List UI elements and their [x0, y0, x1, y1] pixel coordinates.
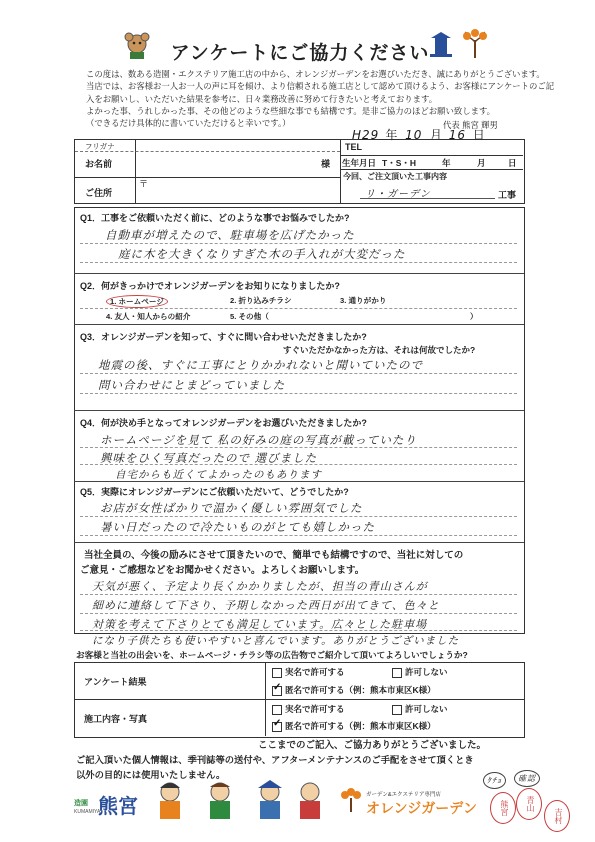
- q2-option-referral[interactable]: 4. 友人・知人からの紹介: [106, 312, 191, 321]
- staff-illustration-icon: [150, 778, 330, 822]
- work-value[interactable]: リ・ガーデン: [365, 189, 431, 200]
- privacy-notice: 以外の目的には使用いたしません。: [76, 770, 226, 780]
- selected-circle: 1. ホームページ: [106, 295, 168, 308]
- checkbox-checked[interactable]: [272, 686, 282, 696]
- q6-answer-line[interactable]: になり子供たちも使いやすいと喜んでいます。ありがとうございました: [92, 635, 460, 647]
- consent-deny-option[interactable]: 許可しない: [392, 703, 448, 715]
- q6-prompt: 当社全員の、今後の励みにさせて頂きたいので、簡単でも結構ですので、当社に対しての: [84, 550, 464, 561]
- kumamiya-brand: 熊宮: [98, 796, 138, 818]
- q6-answer-line[interactable]: 天気が悪く、予定より長くかかりましたが、担当の青山さんが: [92, 580, 428, 593]
- date-month[interactable]: 10: [405, 128, 423, 142]
- q3-answer-line[interactable]: 地震の後、すぐに工事にとりかかれないと聞いていたので: [98, 358, 423, 372]
- date-row: H29 年 10 月 16 日: [352, 128, 485, 142]
- birth-label: 生年月日: [342, 158, 377, 168]
- date-era[interactable]: H29: [352, 128, 380, 142]
- q4-answer-line[interactable]: 自宅からも近くてよかったのもあります: [115, 469, 322, 481]
- q4-question: Q4．何が決め手となってオレンジガーデンをお選びいただきましたか?: [80, 418, 367, 428]
- q1-answer-line[interactable]: 庭に木を大きくなりすぎた木の手入れが大変だった: [118, 247, 406, 261]
- q4-answer-line[interactable]: 興味をひく写真だったので 選びました: [100, 451, 318, 465]
- check-mark: 確認: [514, 770, 540, 787]
- consent-real-name-option[interactable]: 実名で許可する: [272, 703, 345, 715]
- privacy-notice: ご記入頂いた個人情報は、季刊誌等の送付や、アフターメンテナンスのご手配をさせて頂くとき: [76, 755, 474, 765]
- q5-question: Q5．実際にオレンジガーデンにご依頼いただいて、どうでしたか?: [80, 487, 349, 497]
- address-field[interactable]: [137, 180, 337, 200]
- birth-eras[interactable]: T・S・H: [382, 158, 417, 168]
- orange-tree-logo-icon: [340, 788, 362, 814]
- tel-label: TEL: [345, 142, 362, 152]
- checkbox[interactable]: [392, 668, 402, 678]
- kumamiya-small-label: 造園: [74, 800, 88, 807]
- consent-real-name-option[interactable]: 実名で許可する: [272, 666, 345, 678]
- furigana-label: フリガナ: [85, 142, 115, 151]
- q2-option-flyer[interactable]: 2. 折り込みチラシ: [230, 296, 292, 305]
- stamp-seal: 熊宮: [490, 792, 516, 824]
- intro-text: この度は、数ある造園・エクステリア施工店の中から、オレンジガーデンをお選びいただき、誠にありがとうございます。 当店では、お客様お一人お一人の声に耳を傾け、より信頼される施工店として認めて頂けるよう、お客様にアンケートのご記 入をお願いし、いただいた結果を参考に、日々業務改善に努めて行きたいと考えております。 よかった事、うれしかった事、その他どのような些細な事でも結構です。是非ご協力のほどお願い致します。 （できるだけ具体的に書いていただけると幸いです。）: [86, 69, 555, 129]
- name-label: お名前: [85, 159, 113, 169]
- checkbox[interactable]: [272, 705, 282, 715]
- orange-garden-tagline: ガーデン&エクステリア専門店: [366, 792, 441, 798]
- customer-info-table: フリガナ お名前 ご住所 様 〒 TEL 生年月日 T・S・H 年 月 日 今回、ご注文頂いた工事内容 リ・ガーデン 工事: [74, 139, 525, 204]
- closing-thanks: ここまでのご記入、ご協力ありがとうございました。: [258, 740, 487, 751]
- address-label: ご住所: [85, 188, 113, 198]
- q3-question: Q3．オレンジガーデンを知って、すぐに問い合わせいただきましたか?: [80, 332, 367, 342]
- furigana-field[interactable]: [137, 141, 337, 150]
- q6-prompt: ご意見・ご感想などをお聞かせください。よろしくお願いします。: [80, 565, 365, 576]
- consent-row-label: アンケート結果: [84, 677, 147, 687]
- q3-subquestion: すぐいただかなかった方は、それは何故でしたか?: [283, 345, 476, 355]
- date-day[interactable]: 16: [448, 128, 467, 142]
- mascot-icon: [122, 30, 152, 60]
- q1-answer-line[interactable]: 自動車が増えたので、駐車場を広げたかった: [105, 228, 355, 242]
- representative-name: 代表 熊宮 輝男: [443, 120, 498, 130]
- q2-option-homepage[interactable]: [106, 295, 168, 308]
- q6-answer-line[interactable]: 対策を考えて下さりとても満足しています。広々とした駐車場: [92, 618, 428, 631]
- consent-anonymous-option[interactable]: ✓匿名で許可する（例：熊本市東区K様）: [272, 720, 436, 732]
- checkbox-checked[interactable]: [272, 722, 282, 732]
- q2-question: Q2．何がきっかけでオレンジガーデンをお知りになりましたか?: [80, 281, 340, 291]
- page-title: アンケートにご協力ください: [170, 43, 430, 64]
- q6-answer-line[interactable]: 細めに連絡して下さり、予期しなかった西日が出てきて、色々と: [92, 599, 440, 612]
- consent-anonymous-option[interactable]: ✓匿名で許可する（例：熊本市東区K様）: [272, 684, 436, 696]
- work-suffix: 工事: [498, 190, 517, 200]
- q2-option-other[interactable]: 5. その他（: [230, 312, 269, 321]
- stamp-seal: 吉村: [544, 800, 570, 832]
- checkbox[interactable]: [272, 668, 282, 678]
- consent-deny-option[interactable]: 許可しない: [392, 666, 448, 678]
- orange-garden-brand: オレンジガーデン: [366, 800, 478, 816]
- tel-field[interactable]: [371, 141, 521, 153]
- q3-answer-line[interactable]: 問い合わせにとまどっていました: [98, 378, 286, 392]
- kumamiya-logo-icon: [428, 30, 454, 60]
- name-field[interactable]: [137, 153, 317, 175]
- q1-question: Q1．工事をご依頼いただく前に、どのような事でお悩みでしたか?: [80, 213, 350, 223]
- consent-prompt: お客様と当社の出会いを、ホームページ・チラシ等の広告物でご紹介して頂いてよろしいでしょうか?: [76, 650, 468, 660]
- work-label: 今回、ご注文頂いた工事内容: [343, 172, 447, 181]
- q4-answer-line[interactable]: ホームページを見て 私の好みの庭の写真が載っていたり: [100, 433, 417, 447]
- q2-option-passing[interactable]: 3. 通りがかり: [340, 296, 387, 305]
- orange-tree-logo-icon: [460, 28, 490, 60]
- checkbox[interactable]: [392, 705, 402, 715]
- q5-answer-line[interactable]: お店が女性ばかりで温かく優しい雰囲気でした: [100, 501, 363, 515]
- honorific: 様: [321, 159, 331, 169]
- q5-answer-line[interactable]: 暑い日だったので冷たいものがとても嬉しかった: [100, 520, 375, 534]
- postal-mark: 〒: [139, 179, 149, 189]
- stamp-seal: 青山: [516, 788, 542, 820]
- check-mark: ｹﾁｮ: [483, 772, 506, 789]
- consent-row-label: 施工内容・写真: [84, 714, 148, 724]
